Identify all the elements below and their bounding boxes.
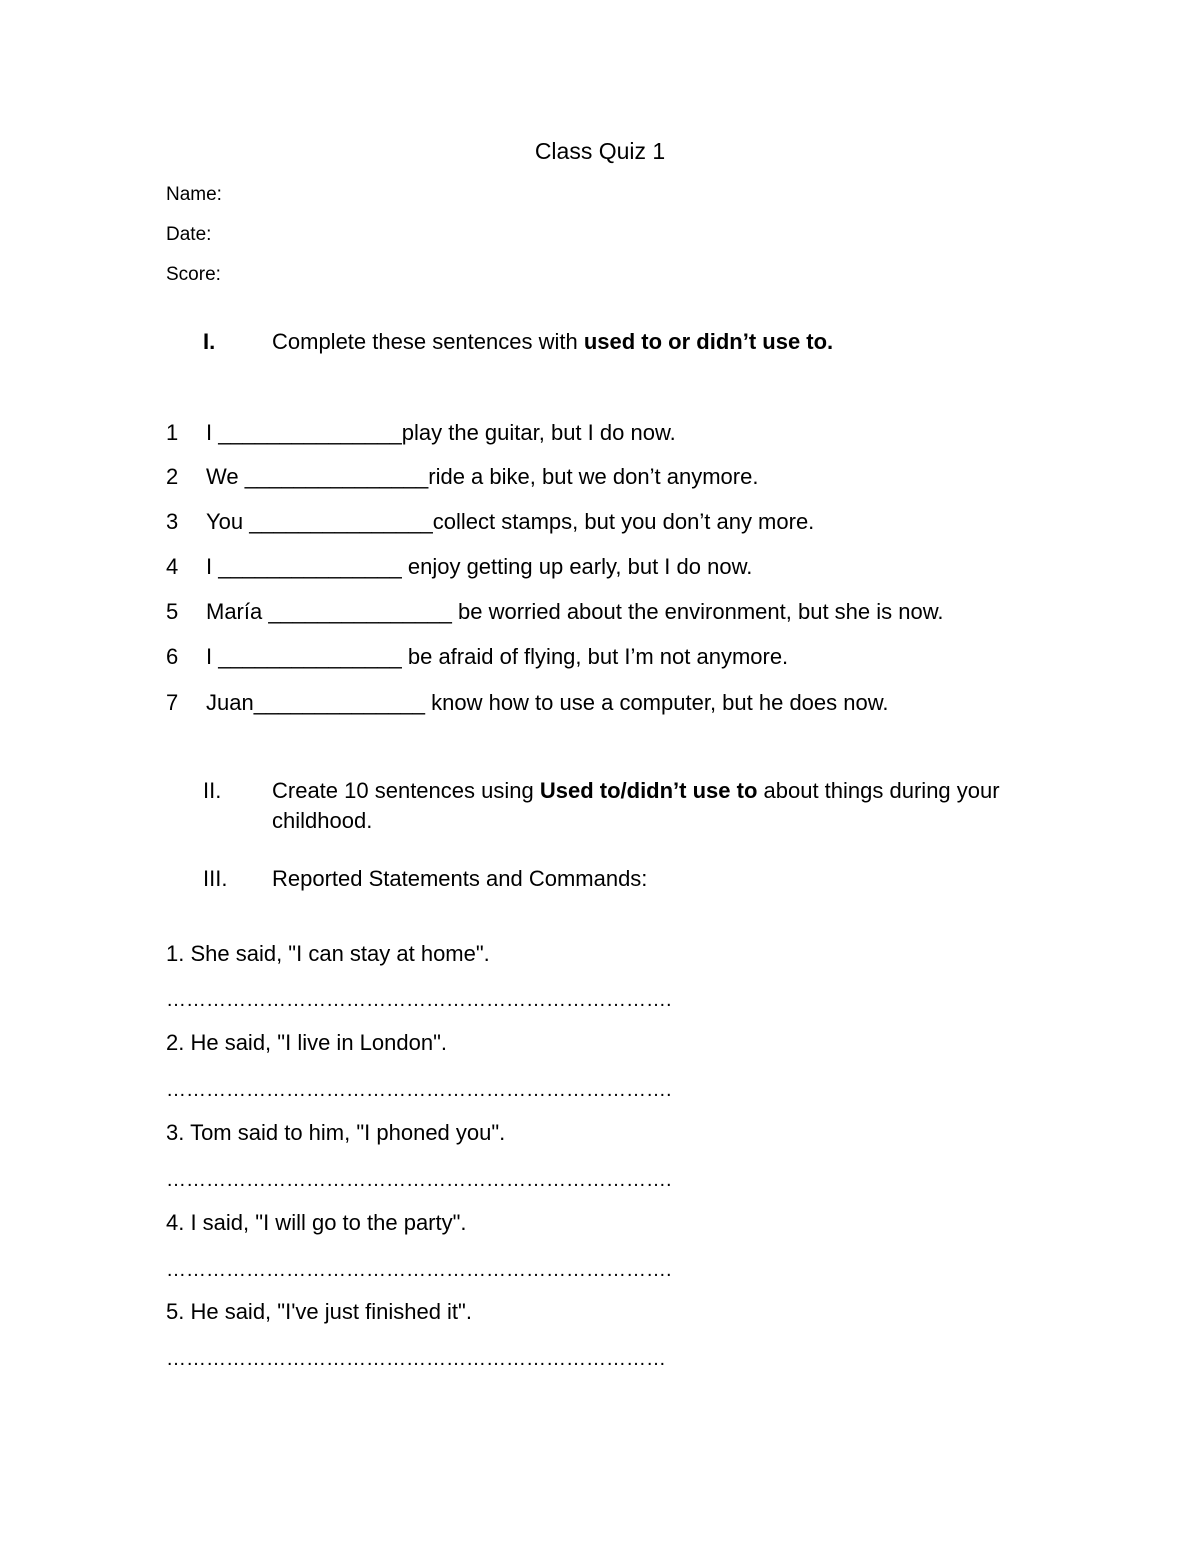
section-1-text: Complete these sentences with (272, 329, 584, 354)
reported-question-2: 2. He said, "I live in London". (166, 1030, 448, 1055)
section-1-heading (0, 327, 1200, 359)
section-2-text-bold: Used to/didn’t use to (539, 778, 758, 803)
item-text: I _______________ enjoy getting up early, but I do now. (206, 554, 753, 579)
section-3-numeral: III. (203, 866, 228, 891)
item-text: Juan______________ know how to use a computer, but he does now. (206, 690, 889, 715)
reported-question-4: 4. I said, "I will go to the party". (166, 1210, 467, 1235)
sentence-item-4 (166, 554, 752, 580)
item-text: I _______________ be afraid of flying, but I’m not anymore. (206, 644, 789, 669)
answer-line-5: ………………………………………………………………… (166, 1348, 666, 1370)
section-2-instruction (272, 776, 1012, 836)
section-2-heading (0, 776, 1200, 840)
section-1-instruction (272, 327, 1012, 357)
name-label: Name: (166, 184, 222, 205)
answer-line-4: …………………………………………………………………. (166, 1259, 672, 1281)
section-1-numeral: I. (203, 329, 216, 354)
sentence-item-1 (166, 420, 676, 446)
sentence-item-5 (166, 599, 944, 625)
item-number: 4 (166, 554, 179, 579)
sentence-item-3 (166, 509, 814, 535)
page-title: Class Quiz 1 (534, 138, 666, 164)
reported-question-1: 1. She said, "I can stay at home". (166, 941, 490, 966)
item-text: I _______________play the guitar, but I do now. (206, 420, 676, 445)
item-text: We _______________ride a bike, but we don’t anymore. (206, 464, 759, 489)
reported-question-5: 5. He said, "I've just finished it". (166, 1299, 472, 1324)
answer-line-1: …………………………………………………………………. (166, 989, 672, 1011)
section-1-text-bold: used to or didn’t use to. (583, 329, 834, 354)
date-label: Date: (166, 224, 212, 245)
item-number: 1 (166, 420, 179, 445)
section-2-numeral: II. (203, 778, 222, 803)
section-2-text: Create 10 sentences using (272, 778, 540, 803)
score-label: Score: (166, 264, 221, 285)
item-number: 3 (166, 509, 179, 534)
section-3-instruction: Reported Statements and Commands: (272, 866, 648, 891)
answer-line-3: …………………………………………………………………. (166, 1169, 672, 1191)
section-3-heading (0, 864, 1200, 896)
sentence-item-6 (166, 644, 788, 670)
item-number: 2 (166, 464, 179, 489)
item-text: María _______________ be worried about the environment, but she is now. (206, 599, 944, 624)
sentence-item-7 (166, 690, 889, 716)
section-2-text-rest: about things during your childhood. (272, 778, 1000, 833)
reported-question-3: 3. Tom said to him, "I phoned you". (166, 1120, 506, 1145)
sentence-item-2 (166, 464, 758, 490)
item-number: 5 (166, 599, 179, 624)
item-number: 7 (166, 690, 179, 715)
item-number: 6 (166, 644, 179, 669)
answer-line-2: …………………………………………………………………. (166, 1079, 672, 1101)
item-text: You _______________collect stamps, but you don’t any more. (206, 509, 815, 534)
